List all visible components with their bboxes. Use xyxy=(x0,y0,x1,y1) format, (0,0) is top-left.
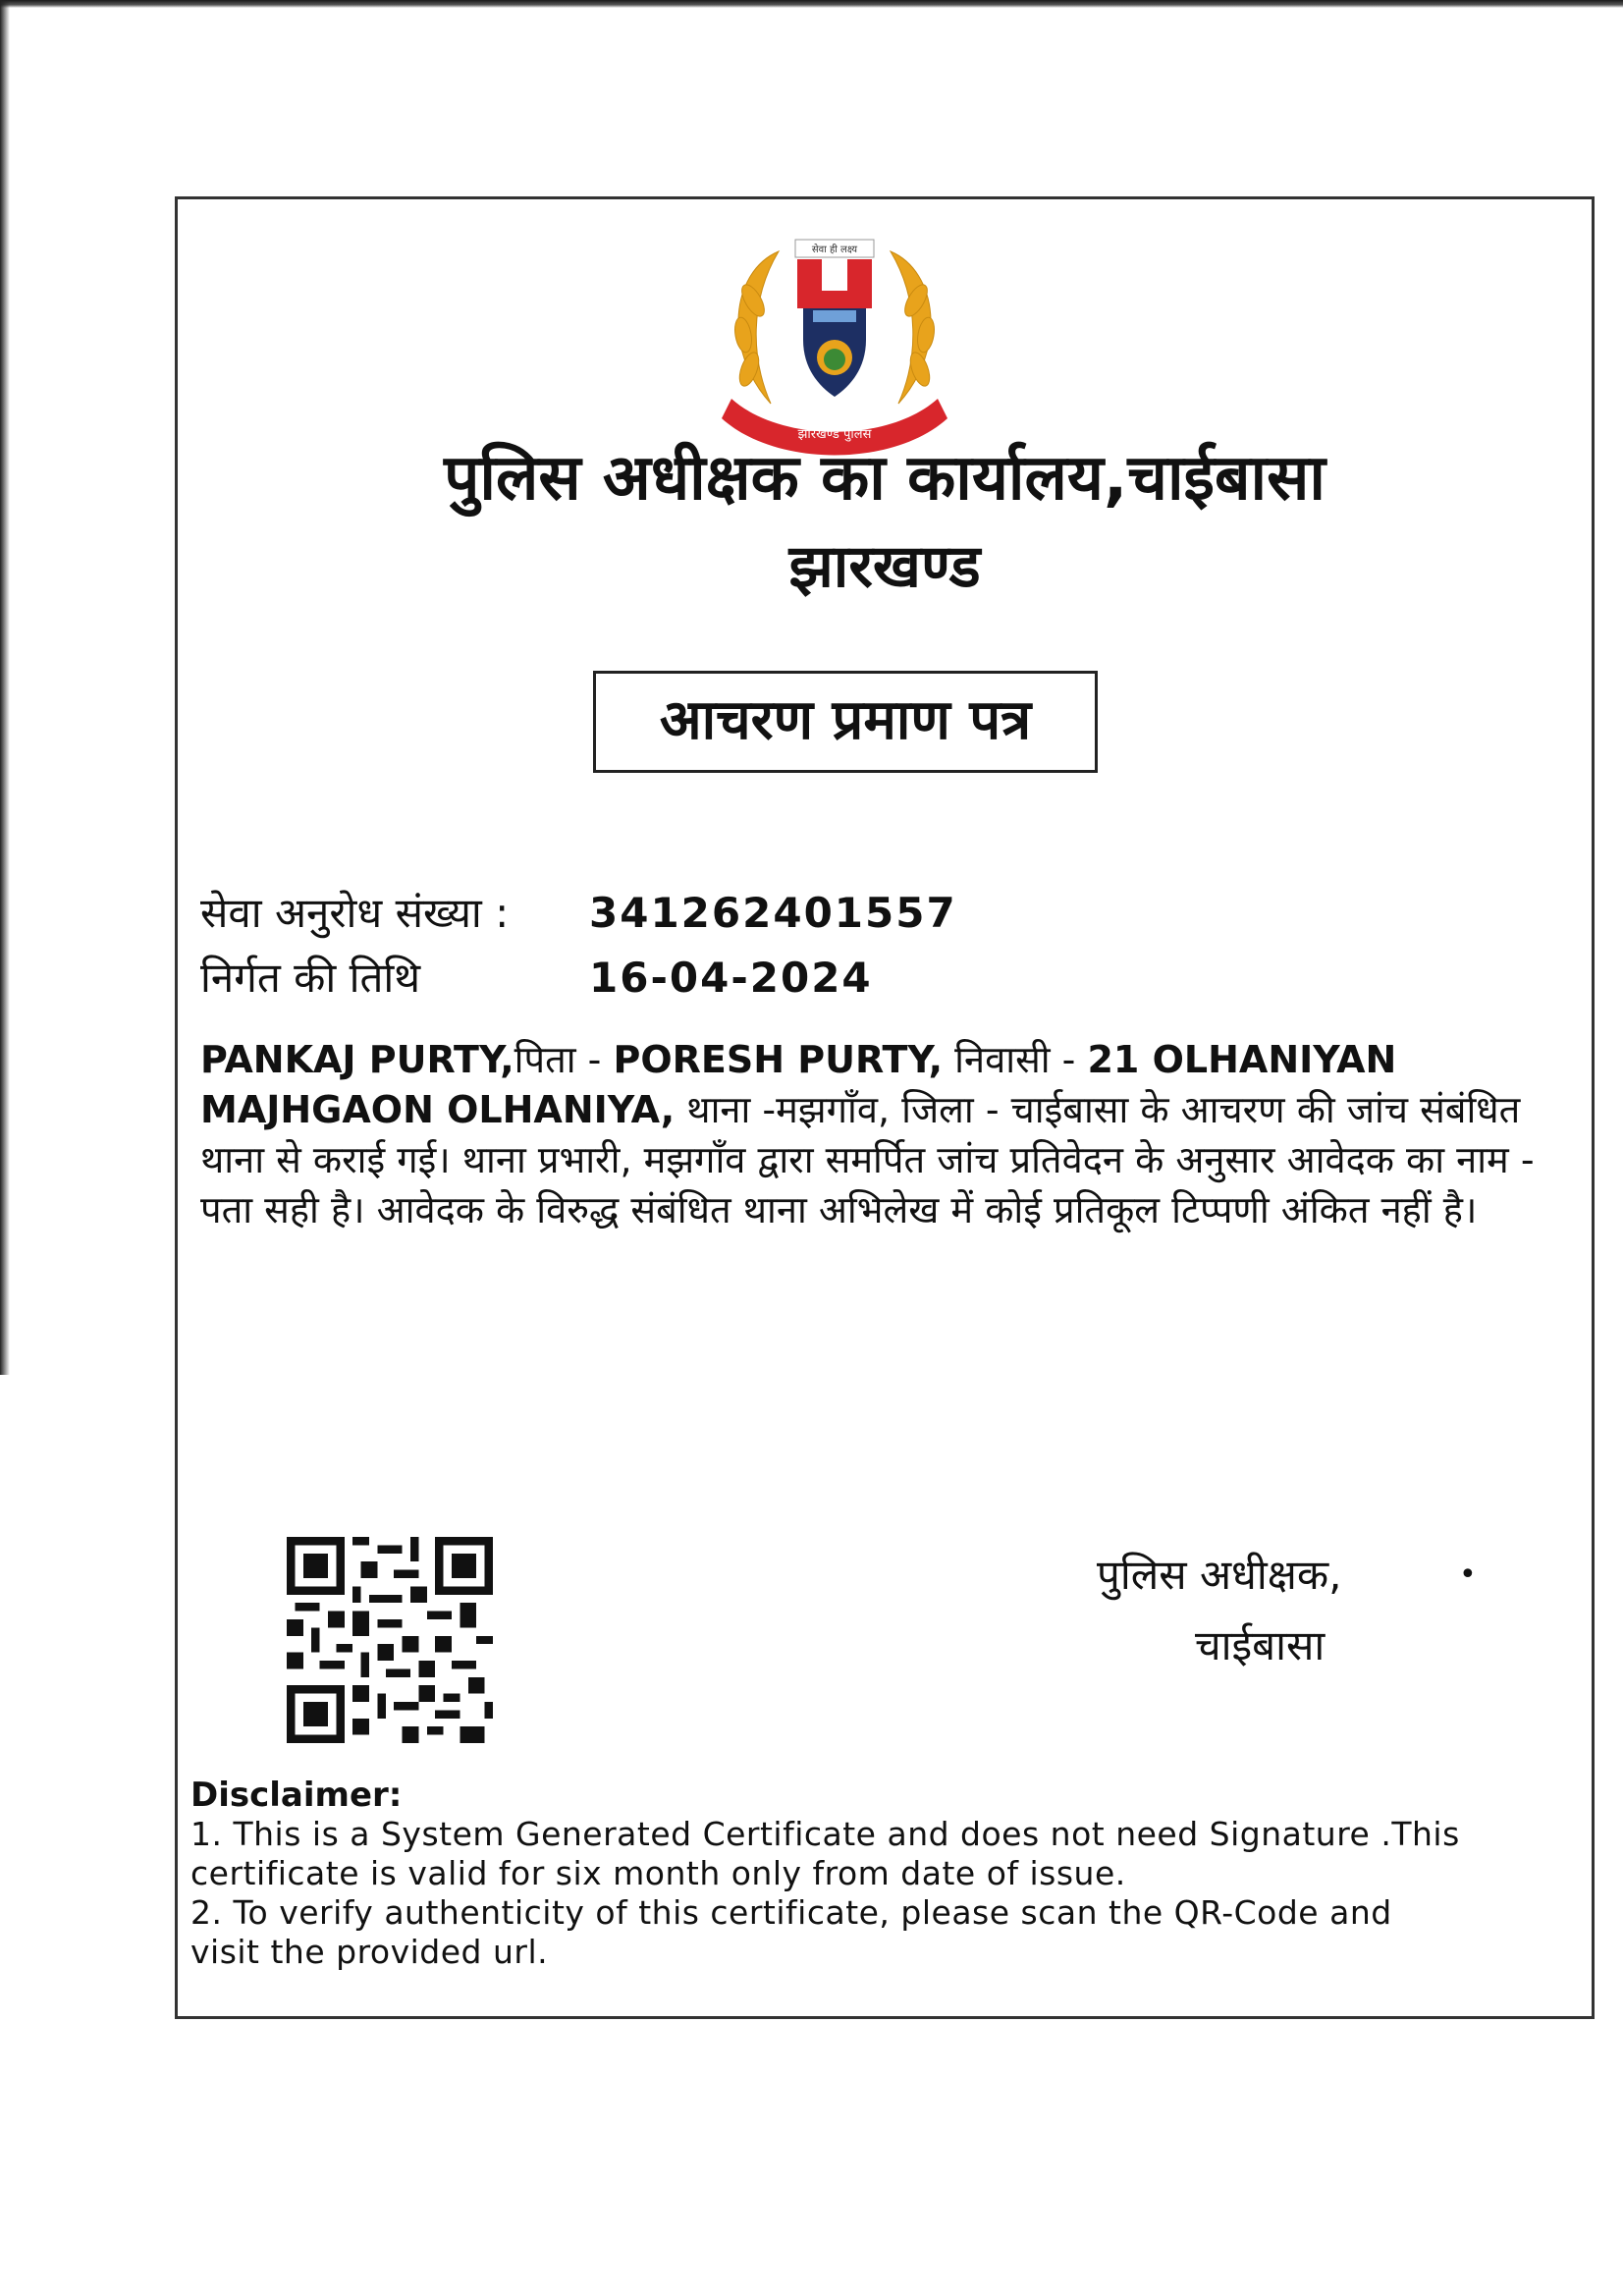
emblem-motto: सेवा ही लक्ष्य xyxy=(811,245,858,255)
disclaimer-item-2: 2. To verify authenticity of this certificate, please scan the QR-Code and visit the provided url. xyxy=(190,1893,1392,1971)
jharkhand-police-emblem-icon xyxy=(702,232,967,467)
signatory-place: चाईबासा xyxy=(1195,1621,1325,1669)
father-label: पिता - xyxy=(514,1038,614,1081)
disclaimer-heading: Disclaimer: xyxy=(190,1776,403,1815)
issue-date-value: 16-04-2024 xyxy=(589,954,873,1002)
stray-dot-mark: • xyxy=(1459,1558,1477,1592)
emblem-banner: झारखण्ड पुलिस xyxy=(797,427,872,442)
request-number-row xyxy=(200,884,957,943)
certificate-body xyxy=(200,1035,1545,1235)
disclaimer-item-1: 1. This is a System Generated Certificate and does not need Signature .This certificate is valid for six month only from date of issue. xyxy=(190,1815,1460,1892)
certificate-statement: थाना -मझगाँव, जिला - चाईबासा के आचरण की जांच संबंधित थाना से कराई गई। थाना प्रभारी, मझगाँव द्वारा समर्पित जांच प्रतिवेदन के अनुसार आवेदक का नाम - पता सही है। आवेदक के विरुद्ध संबंधित थाना अभिलेख में कोई प्रतिकूल टिप्पणी अंकित नहीं है। xyxy=(200,1088,1535,1231)
applicant-name: PANKAJ PURTY, xyxy=(200,1038,514,1081)
certificate-title: आचरण प्रमाण पत्र xyxy=(593,671,1098,773)
resident-label: निवासी - xyxy=(943,1038,1088,1081)
scan-edge-top xyxy=(0,0,1623,8)
issue-date-row xyxy=(200,949,873,1008)
qr-code-icon[interactable] xyxy=(287,1537,493,1743)
request-number-value: 341262401557 xyxy=(589,889,957,937)
applicant-address: 21 OLHANIYAN MAJHGAON OLHANIYA, xyxy=(200,1038,1397,1131)
office-title: पुलिस अधीक्षक का कार्यालय,चाईबासा xyxy=(444,442,1325,515)
disclaimer xyxy=(190,1776,1467,1972)
father-name: PORESH PURTY, xyxy=(613,1038,944,1081)
scan-edge-left xyxy=(0,0,10,1375)
signatory-designation: पुलिस अधीक्षक, xyxy=(1097,1551,1342,1599)
issue-date-label: निर्गत की तिथि xyxy=(200,954,421,1002)
office-state: झारखण्ड xyxy=(788,532,981,601)
request-number-label: सेवा अनुरोध संख्या : xyxy=(200,889,510,937)
